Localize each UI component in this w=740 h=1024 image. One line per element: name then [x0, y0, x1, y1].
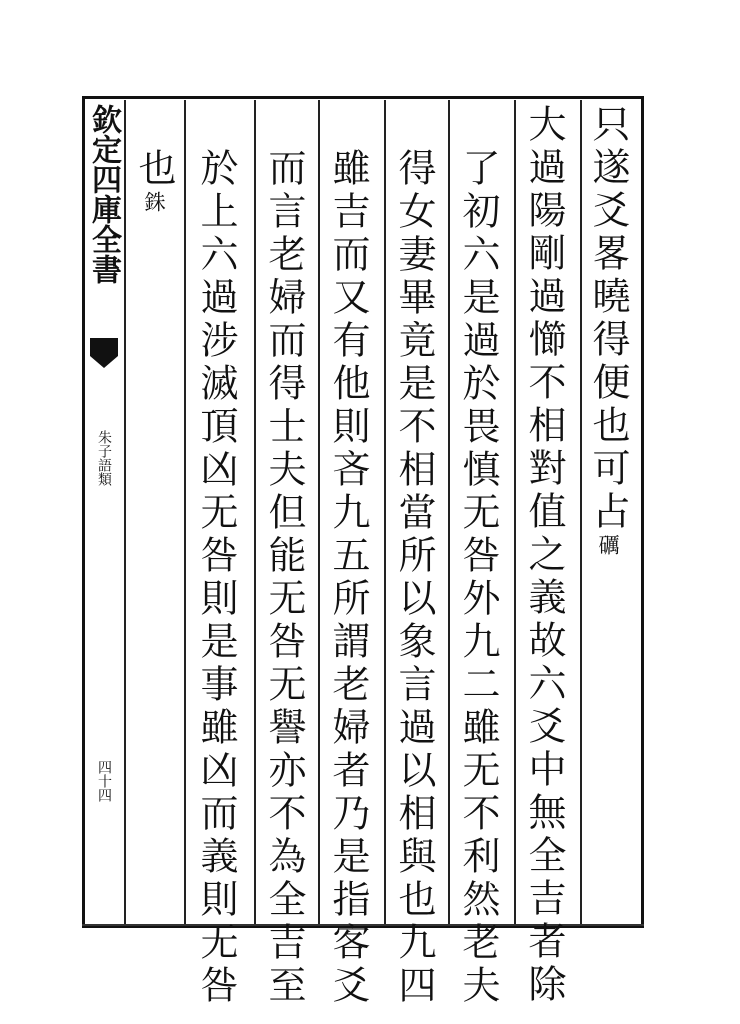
text-column-1 [588, 104, 628, 557]
text-column-5 [328, 148, 368, 1008]
column-rule [514, 100, 516, 926]
annotation-note: 銖 [142, 191, 166, 214]
text-column-2 [524, 104, 564, 1007]
text-column-4 [394, 148, 434, 1008]
column-text: 雖吉而又有他則吝九五所謂老婦者乃是指客爻 [326, 148, 370, 1008]
column-rule [124, 100, 126, 926]
text-column-6 [264, 148, 304, 1008]
text-column-8 [134, 148, 174, 214]
column-rule [184, 100, 186, 926]
column-rule [448, 100, 450, 926]
gutter-page-number: 四十四 [96, 760, 112, 802]
column-text: 於上六過涉滅頂凶无咎則是事雖凶而義則无咎 [194, 148, 238, 1008]
column-text: 也 [132, 148, 176, 191]
column-rule [580, 100, 582, 926]
column-rule [384, 100, 386, 926]
annotation-note: 礪 [596, 534, 620, 557]
column-rule [254, 100, 256, 926]
text-column-3 [458, 148, 498, 1008]
gutter-work-title: 朱子語類 [96, 430, 112, 486]
column-text: 了初六是過於畏慎无咎外九二雖无不利然老夫 [456, 148, 500, 1008]
fish-tail-icon [90, 338, 118, 368]
column-text: 而言老婦而得士夫但能无咎无譽亦不為全吉至 [262, 148, 306, 1008]
column-text: 大過陽剛過㦢不相對值之義故六爻中無全吉者除 [522, 104, 566, 1007]
text-column-7 [196, 148, 236, 1008]
gutter-title: 欽定四庫全書 [86, 104, 121, 284]
column-text: 只遂爻畧曉得便也可占 [586, 104, 630, 534]
column-rule [318, 100, 320, 926]
column-text: 得女妻畢竟是不相當所以象言過以相與也九四 [392, 148, 436, 1008]
